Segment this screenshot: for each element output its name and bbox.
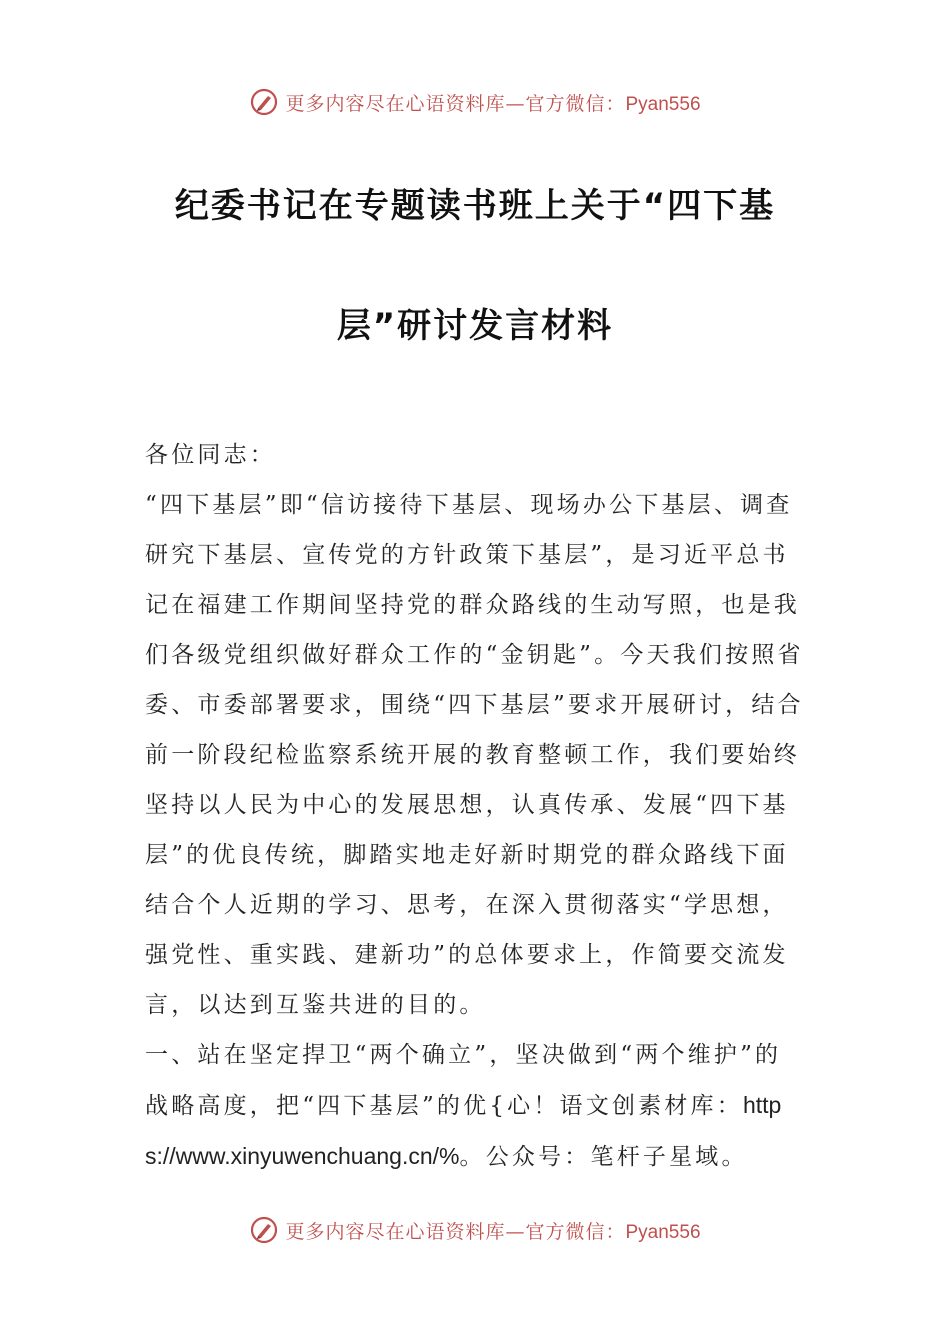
paragraph-intro: “四下基层”即“信访接待下基层、现场办公下基层、调查研究下基层、宣传党的方针政策下基层”，是习近平总书记在福建工作期间坚持党的群众路线的生动写照，也是我们各级党组织做好群众工作的“金钥匙”。今天我们按照省委、市委部署要求，围绕“四下基层”要求开展研讨，结合前一阶段纪检监察系统开展的教育整顿工作，我们要始终坚持以人民为中心的发展思想，认真传承、发展“四下基层”的优良传统，脚踏实地走好新时期党的群众路线下面结合个人近期的学习、思考，在深入贯彻落实“学思想，强党性、重实践、建新功”的总体要求上，作简要交流发言，以达到互鉴共进的目的。 <box>145 492 804 1018</box>
footer-watermark <box>0 1210 950 1250</box>
document-title-line2: 层”研讨发言材料 <box>336 306 614 346</box>
watermark-text: 更多内容尽在心语资料库—官方微信：Pyan556 <box>285 92 701 115</box>
salutation: 各位同志： <box>145 442 276 468</box>
wechat-id: Pyan556 <box>625 1221 701 1243</box>
pen-circle-logo-icon <box>249 87 279 117</box>
document-title-line1: 纪委书记在专题读书班上关于“四下基 <box>174 186 776 226</box>
source-url: https://www.xinyuwenchuang.cn/% <box>145 1092 782 1169</box>
watermark-text: 更多内容尽在心语资料库—官方微信：Pyan556 <box>285 1220 701 1243</box>
wechat-id: Pyan556 <box>625 93 701 115</box>
header-watermark <box>0 82 950 122</box>
paragraph-section-one: 一、站在坚定捍卫“两个确立”，坚决做到“两个维护”的战略高度，把“四下基层”的优{心！语文创素材库：https://www.xinyuwenchuang.cn/%。公众号：笔杆子星域。 <box>145 1042 782 1170</box>
pen-circle-logo-icon <box>249 1215 279 1245</box>
document-body <box>145 430 805 1182</box>
